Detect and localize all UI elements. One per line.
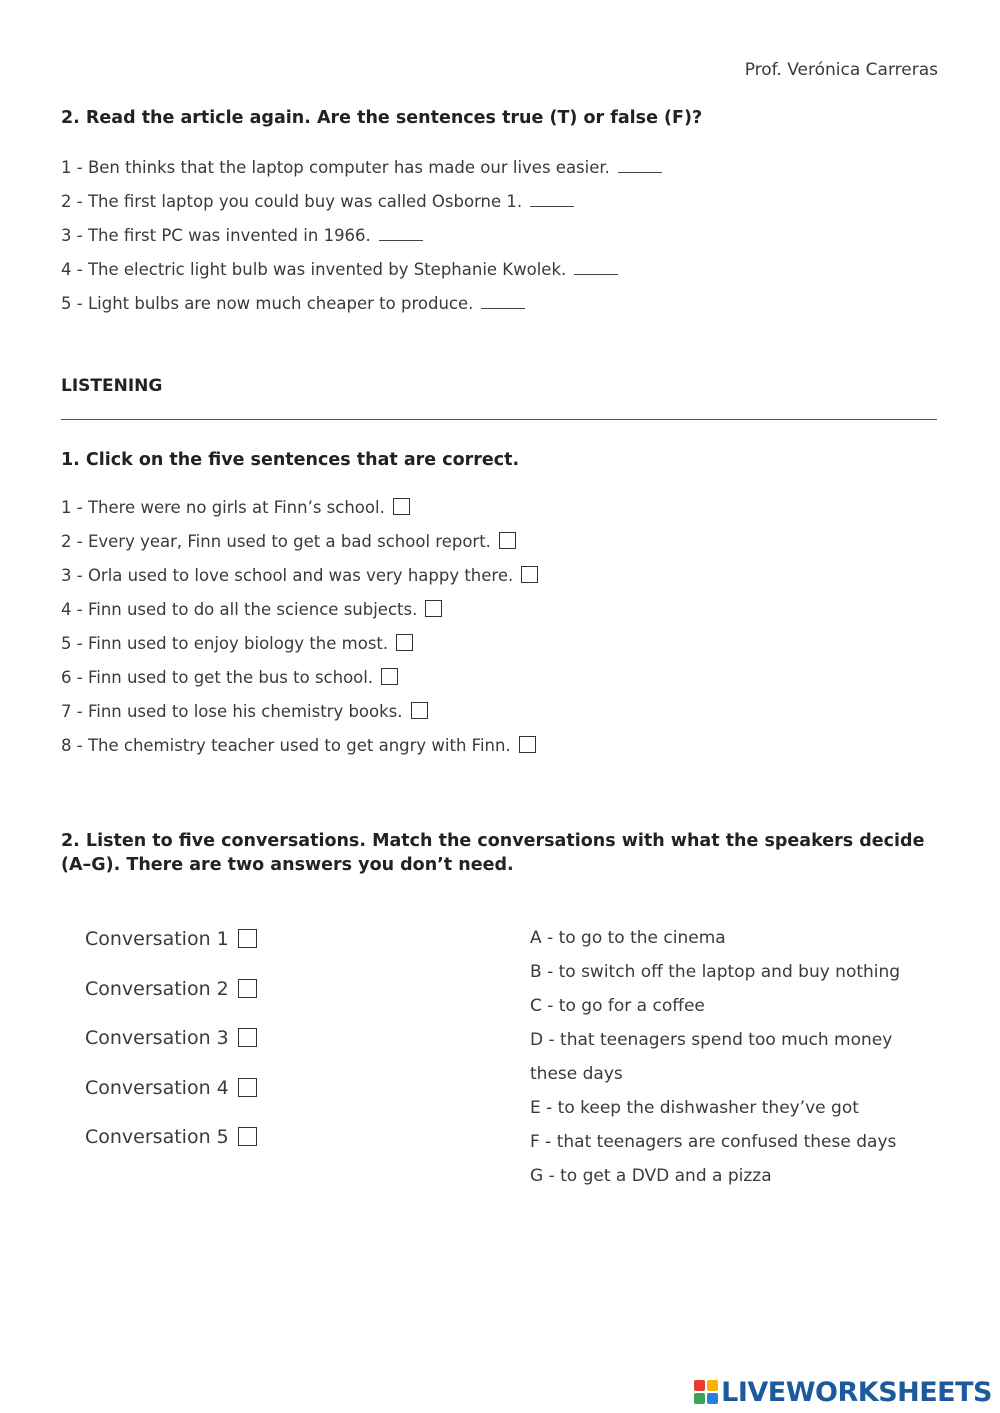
conversation-answer-box[interactable] xyxy=(238,979,257,998)
logo-text: LIVEWORKSHEETS xyxy=(721,1376,992,1408)
statement-text: 5 - Light bulbs are now much cheaper to produce. xyxy=(61,294,474,313)
sentence-text: 5 - Finn used to enjoy biology the most. xyxy=(61,634,389,653)
list-item xyxy=(61,700,538,734)
list-item: these days xyxy=(530,1064,623,1084)
list-item: D - that teenagers spend too much money xyxy=(530,1030,893,1050)
sentence-text: 6 - Finn used to get the bus to school. xyxy=(61,668,374,687)
statement-text: 4 - The electric light bulb was invented by Stephanie Kwolek. xyxy=(61,260,567,279)
list-item: F - that teenagers are confused these days xyxy=(530,1132,897,1152)
statement-text: 2 - The first laptop you could buy was called Osborne 1. xyxy=(61,192,523,211)
list-item xyxy=(85,924,257,974)
conversation-answer-box[interactable] xyxy=(238,1028,257,1047)
statement-text: 3 - The first PC was invented in 1966. xyxy=(61,226,371,245)
answer-blank[interactable] xyxy=(530,191,574,207)
sentence-text: 8 - The chemistry teacher used to get angry with Finn. xyxy=(61,736,511,755)
sentence-text: 1 - There were no girls at Finn’s school. xyxy=(61,498,385,517)
sentence-text: 4 - Finn used to do all the science subjects. xyxy=(61,600,418,619)
list-item xyxy=(85,974,257,1024)
list-item xyxy=(85,1073,257,1123)
sentence-checkbox[interactable] xyxy=(519,736,536,753)
sentence-checkbox[interactable] xyxy=(393,498,410,515)
section-divider xyxy=(61,419,937,420)
logo-tile xyxy=(707,1393,718,1404)
conversation-label: Conversation 3 xyxy=(85,1027,229,1049)
answer-blank[interactable] xyxy=(574,259,618,275)
listening-exercise2-title: 2. Listen to five conversations. Match the conversations with what the speakers decide (A–G). There are two answers you don’t need. xyxy=(61,831,925,875)
listening-exercise1-title: 1. Click on the five sentences that are correct. xyxy=(61,450,520,470)
conversation-label: Conversation 4 xyxy=(85,1076,229,1099)
conversation-label: Conversation 5 xyxy=(85,1126,229,1148)
logo-tile xyxy=(694,1380,705,1391)
sentence-checkbox[interactable] xyxy=(499,532,516,549)
list-item xyxy=(61,496,538,530)
sentence-text: 2 - Every year, Finn used to get a bad school report. xyxy=(61,532,491,551)
logo-tile xyxy=(694,1393,705,1404)
sentence-checkbox[interactable] xyxy=(521,566,538,583)
list-item: A - to go to the cinema xyxy=(530,928,726,948)
conversation-answer-box[interactable] xyxy=(238,1078,257,1097)
conversation-list xyxy=(85,924,257,1172)
reading-exercise-title: 2. Read the article again. Are the sentences true (T) or false (F)? xyxy=(61,108,703,128)
answer-blank[interactable] xyxy=(379,225,423,241)
list-item: G - to get a DVD and a pizza xyxy=(530,1166,772,1186)
list-item xyxy=(85,1122,257,1172)
list-item: C - to go for a coffee xyxy=(530,996,705,1016)
checkbox-sentence-list xyxy=(61,496,538,768)
list-item xyxy=(61,632,538,666)
sentence-text: 7 - Finn used to lose his chemistry books. xyxy=(61,702,403,721)
logo-mark-icon xyxy=(694,1380,718,1404)
list-item: B - to switch off the laptop and buy nothing xyxy=(530,962,901,982)
sentence-checkbox[interactable] xyxy=(411,702,428,719)
sentence-checkbox[interactable] xyxy=(381,668,398,685)
list-item xyxy=(61,224,662,258)
conversation-label: Conversation 1 xyxy=(85,928,229,950)
conversation-answer-box[interactable] xyxy=(238,1127,257,1146)
liveworksheets-logo[interactable] xyxy=(694,1376,992,1408)
author-name: Prof. Verónica Carreras xyxy=(744,60,938,80)
list-item xyxy=(85,1023,257,1073)
answer-blank[interactable] xyxy=(481,293,525,309)
list-item: E - to keep the dishwasher they’ve got xyxy=(530,1098,859,1118)
list-item xyxy=(61,292,662,326)
sentence-checkbox[interactable] xyxy=(396,634,413,651)
true-false-list xyxy=(61,156,662,326)
list-item xyxy=(61,530,538,564)
sentence-checkbox[interactable] xyxy=(425,600,442,617)
list-item xyxy=(61,258,662,292)
list-item xyxy=(61,598,538,632)
statement-text: 1 - Ben thinks that the laptop computer has made our lives easier. xyxy=(61,158,610,177)
conversation-answer-box[interactable] xyxy=(238,929,257,948)
list-item xyxy=(61,190,662,224)
list-item xyxy=(61,564,538,598)
sentence-text: 3 - Orla used to love school and was very happy there. xyxy=(61,566,514,585)
logo-tile xyxy=(707,1380,718,1391)
answer-options-list xyxy=(530,926,930,1198)
list-item xyxy=(61,666,538,700)
listening-section-title: LISTENING xyxy=(61,376,163,396)
answer-blank[interactable] xyxy=(618,157,662,173)
conversation-label: Conversation 2 xyxy=(85,977,229,1000)
list-item xyxy=(61,734,538,768)
list-item xyxy=(61,156,662,190)
